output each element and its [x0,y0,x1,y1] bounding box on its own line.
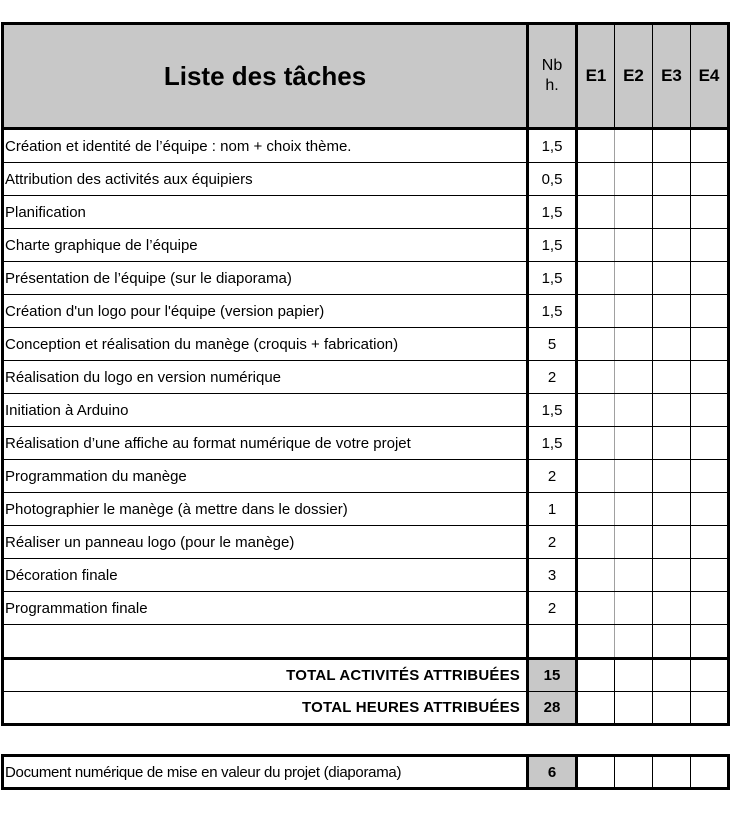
team-cell-e1[interactable] [577,229,615,262]
task-hours[interactable]: 1,5 [528,394,577,427]
team-cell-e3[interactable] [653,493,691,526]
team-cell-e2[interactable] [615,361,653,394]
team-cell-e2[interactable] [615,493,653,526]
total-activities-e3[interactable] [653,659,691,692]
task-label: Présentation de l’équipe (sur le diaporama) [3,262,528,295]
task-hours[interactable]: 2 [528,460,577,493]
task-label: Création et identité de l’équipe : nom + choix thème. [3,129,528,163]
team-cell-e4[interactable] [691,163,729,196]
task-row [3,361,729,394]
team-cell-e4[interactable] [691,526,729,559]
team-cell-e3[interactable] [653,625,691,659]
hours-column-header [528,24,577,129]
team-cell-e2[interactable] [615,559,653,592]
task-hours[interactable]: 1,5 [528,129,577,163]
team-column-header-e3: E3 [653,24,691,129]
team-cell-e2[interactable] [615,163,653,196]
task-row [3,328,729,361]
hours-header-line1: Nb [541,57,563,74]
team-cell-e4[interactable] [691,295,729,328]
task-label: Planification [3,196,528,229]
task-label [3,625,528,659]
team-cell-e4[interactable] [691,328,729,361]
total-activities-label: TOTAL ACTIVITÉS ATTRIBUÉES [3,659,528,692]
team-cell-e3[interactable] [653,460,691,493]
task-label: Photographier le manège (à mettre dans le dossier) [3,493,528,526]
total-hours-value[interactable]: 28 [528,692,577,725]
task-row [3,229,729,262]
team-cell-e2[interactable] [615,625,653,659]
task-row [3,625,729,659]
task-row [3,460,729,493]
task-label: Réalisation d’une affiche au format numérique de votre projet [3,427,528,460]
team-cell-e3[interactable] [653,361,691,394]
team-cell-e4[interactable] [691,559,729,592]
task-row [3,559,729,592]
team-cell-e3[interactable] [653,559,691,592]
team-cell-e1[interactable] [577,526,615,559]
team-cell-e1[interactable] [577,493,615,526]
team-cell-e1[interactable] [577,394,615,427]
team-cell-e2[interactable] [615,460,653,493]
team-cell-e1[interactable] [577,625,615,659]
team-cell-e1[interactable] [577,163,615,196]
task-row [3,163,729,196]
team-cell-e1[interactable] [577,295,615,328]
team-cell-e3[interactable] [653,129,691,163]
team-cell-e3[interactable] [653,229,691,262]
task-row [3,394,729,427]
task-row [3,493,729,526]
extra-task-row [3,756,729,789]
team-column-header-e4: E4 [691,24,729,129]
task-label: Réalisation du logo en version numérique [3,361,528,394]
task-hours[interactable]: 1 [528,493,577,526]
team-cell-e3[interactable] [653,262,691,295]
total-activities-row [3,659,729,692]
task-label: Programmation finale [3,592,528,625]
task-label: Création d'un logo pour l'équipe (version papier) [3,295,528,328]
team-cell-e4[interactable] [691,196,729,229]
task-label: Réaliser un panneau logo (pour le manège) [3,526,528,559]
team-cell-e2[interactable] [615,526,653,559]
task-hours[interactable]: 1,5 [528,295,577,328]
team-cell-e4[interactable] [691,394,729,427]
extra-task-label: Document numérique de mise en valeur du projet (diaporama) [3,756,528,789]
task-hours[interactable]: 2 [528,526,577,559]
task-label: Charte graphique de l’équipe [3,229,528,262]
team-cell-e3[interactable] [653,592,691,625]
team-cell-e4[interactable] [691,460,729,493]
total-hours-e1[interactable] [577,692,615,725]
team-cell-e2[interactable] [615,196,653,229]
team-cell-e2[interactable] [615,427,653,460]
team-cell-e4[interactable] [691,129,729,163]
team-cell-e4[interactable] [691,361,729,394]
extra-task-e1[interactable] [577,756,615,789]
team-cell-e1[interactable] [577,361,615,394]
task-label: Conception et réalisation du manège (croquis + fabrication) [3,328,528,361]
team-column-header-e2: E2 [615,24,653,129]
team-cell-e1[interactable] [577,592,615,625]
team-cell-e4[interactable] [691,592,729,625]
total-hours-label: TOTAL HEURES ATTRIBUÉES [3,692,528,725]
team-cell-e3[interactable] [653,427,691,460]
team-cell-e1[interactable] [577,427,615,460]
task-row [3,129,729,163]
team-column-header-e1: E1 [577,24,615,129]
task-hours[interactable]: 1,5 [528,262,577,295]
team-cell-e2[interactable] [615,129,653,163]
task-hours[interactable]: 0,5 [528,163,577,196]
team-cell-e1[interactable] [577,328,615,361]
extra-task-hours[interactable]: 6 [528,756,577,789]
team-cell-e3[interactable] [653,163,691,196]
team-cell-e3[interactable] [653,328,691,361]
team-cell-e2[interactable] [615,229,653,262]
task-row [3,196,729,229]
team-cell-e4[interactable] [691,625,729,659]
task-label: Initiation à Arduino [3,394,528,427]
task-hours[interactable]: 1,5 [528,229,577,262]
extra-task-e4[interactable] [691,756,729,789]
total-activities-e2[interactable] [615,659,653,692]
team-cell-e2[interactable] [615,394,653,427]
task-row [3,295,729,328]
total-activities-e1[interactable] [577,659,615,692]
task-hours[interactable]: 2 [528,361,577,394]
table-title: Liste des tâches [3,24,528,129]
hours-header-line2: h. [545,77,559,94]
team-cell-e2[interactable] [615,262,653,295]
total-hours-row [3,692,729,725]
task-row [3,526,729,559]
task-label: Attribution des activités aux équipiers [3,163,528,196]
task-table [1,22,730,726]
team-cell-e2[interactable] [615,328,653,361]
table-header-row [3,24,729,129]
team-cell-e1[interactable] [577,460,615,493]
team-cell-e3[interactable] [653,196,691,229]
team-cell-e2[interactable] [615,295,653,328]
task-hours[interactable]: 5 [528,328,577,361]
extra-task-e2[interactable] [615,756,653,789]
task-hours[interactable] [528,625,577,659]
team-cell-e4[interactable] [691,493,729,526]
extra-task-table [1,754,730,790]
team-cell-e4[interactable] [691,427,729,460]
task-hours[interactable]: 1,5 [528,196,577,229]
total-hours-e3[interactable] [653,692,691,725]
team-cell-e3[interactable] [653,295,691,328]
team-cell-e1[interactable] [577,196,615,229]
task-row [3,262,729,295]
total-activities-value[interactable]: 15 [528,659,577,692]
total-hours-e4[interactable] [691,692,729,725]
task-row [3,427,729,460]
team-cell-e2[interactable] [615,592,653,625]
team-cell-e3[interactable] [653,394,691,427]
task-hours[interactable]: 3 [528,559,577,592]
total-activities-e4[interactable] [691,659,729,692]
extra-task-e3[interactable] [653,756,691,789]
task-label: Programmation du manège [3,460,528,493]
task-row [3,592,729,625]
task-hours[interactable]: 2 [528,592,577,625]
team-cell-e3[interactable] [653,526,691,559]
task-list [3,129,729,659]
total-hours-e2[interactable] [615,692,653,725]
team-cell-e1[interactable] [577,559,615,592]
team-cell-e1[interactable] [577,262,615,295]
team-cell-e4[interactable] [691,262,729,295]
task-hours[interactable]: 1,5 [528,427,577,460]
team-cell-e1[interactable] [577,129,615,163]
task-label: Décoration finale [3,559,528,592]
team-cell-e4[interactable] [691,229,729,262]
